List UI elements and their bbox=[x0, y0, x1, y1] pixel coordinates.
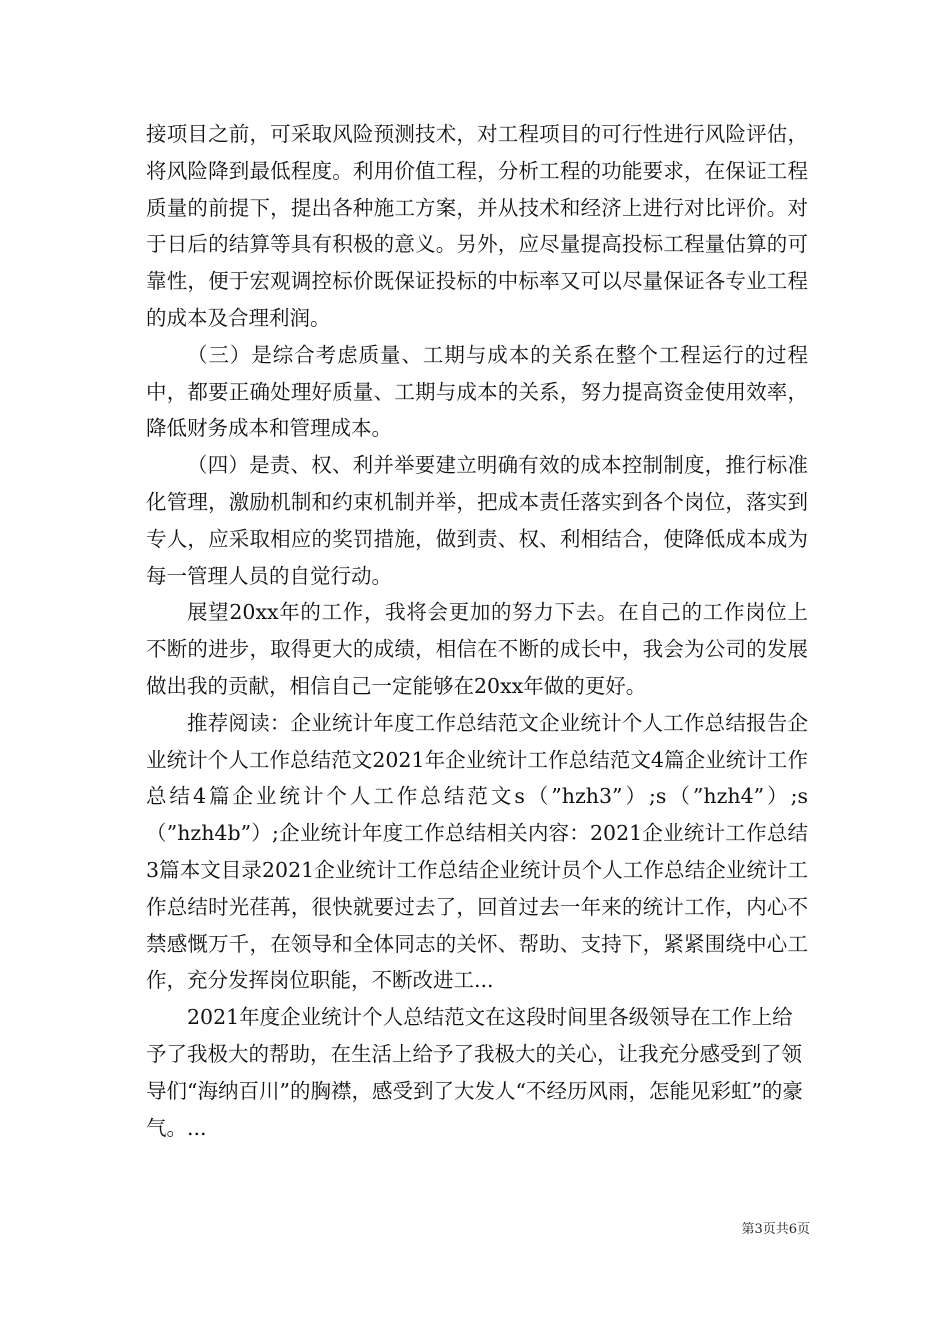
document-body bbox=[146, 116, 808, 1146]
paragraph-section-three: （三）是综合考虑质量、工期与成本的关系在整个工程运行的过程中，都要正确处理好质量、工期与成本的关系，努力提高资金使用效率，降低财务成本和管理成本。 bbox=[146, 342, 808, 441]
paragraph-section-four: （四）是责、权、利并举要建立明确有效的成本控制制度，推行标准化管理，激励机制和约束机制并举，把成本责任落实到各个岗位，落实到专人，应采取相应的奖罚措施，做到责、权、利相结合，使降低成本成为每一管理人员的自觉行动。 bbox=[146, 453, 808, 588]
paragraph-annual-summary: 2021年度企业统计个人总结范文在这段时间里各级领导在工作上给予了我极大的帮助，在生活上给予了我极大的关心，让我充分感受到了领导们“海纳百川”的胸襟，感受到了大发人“不经历风雨，怎能见彩虹”的豪气。... bbox=[146, 1005, 803, 1140]
paragraph-outlook: 展望20xx年的工作，我将会更加的努力下去。在自己的工作岗位上不断的进步，取得更大的成绩，相信在不断的成长中，我会为公司的发展做出我的贡献，相信自己一定能够在20xx年做的更好。 bbox=[146, 600, 808, 698]
paragraph-continued: 接项目之前，可采取风险预测技术，对工程项目的可行性进行风险评估，将风险降到最低程度。利用价值工程，分析工程的功能要求，在保证工程质量的前提下，提出各种施工方案，并从技术和经济上进行对比评价。对于日后的结算等具有积极的意义。另外，应尽量提高投标工程量估算的可靠性，便于宏观调控标价既保证投标的中标率又可以尽量保证各专业工程的成本及合理利润。 bbox=[146, 122, 808, 330]
paragraph-recommended-reading: 推荐阅读：企业统计年度工作总结范文企业统计个人工作总结报告企业统计个人工作总结范文2021年企业统计工作总结范文4篇企业统计工作总结4篇企业统计个人工作总结范文s（”hzh3”）;s（”hzh4”）;s（”hzh4b”）;企业统计年度工作总结相关内容：2021企业统计工作总结3篇本文目录2021企业统计工作总结企业统计员个人工作总结企业统计工作总结时光荏苒，很快就要过去了，回首过去一年来的统计工作，内心不禁感慨万千，在领导和全体同志的关怀、帮助、支持下，紧紧围绕中心工作，充分发挥岗位职能，不断改进工... bbox=[146, 710, 808, 993]
page-number: 第3页共6页 bbox=[741, 1222, 810, 1237]
